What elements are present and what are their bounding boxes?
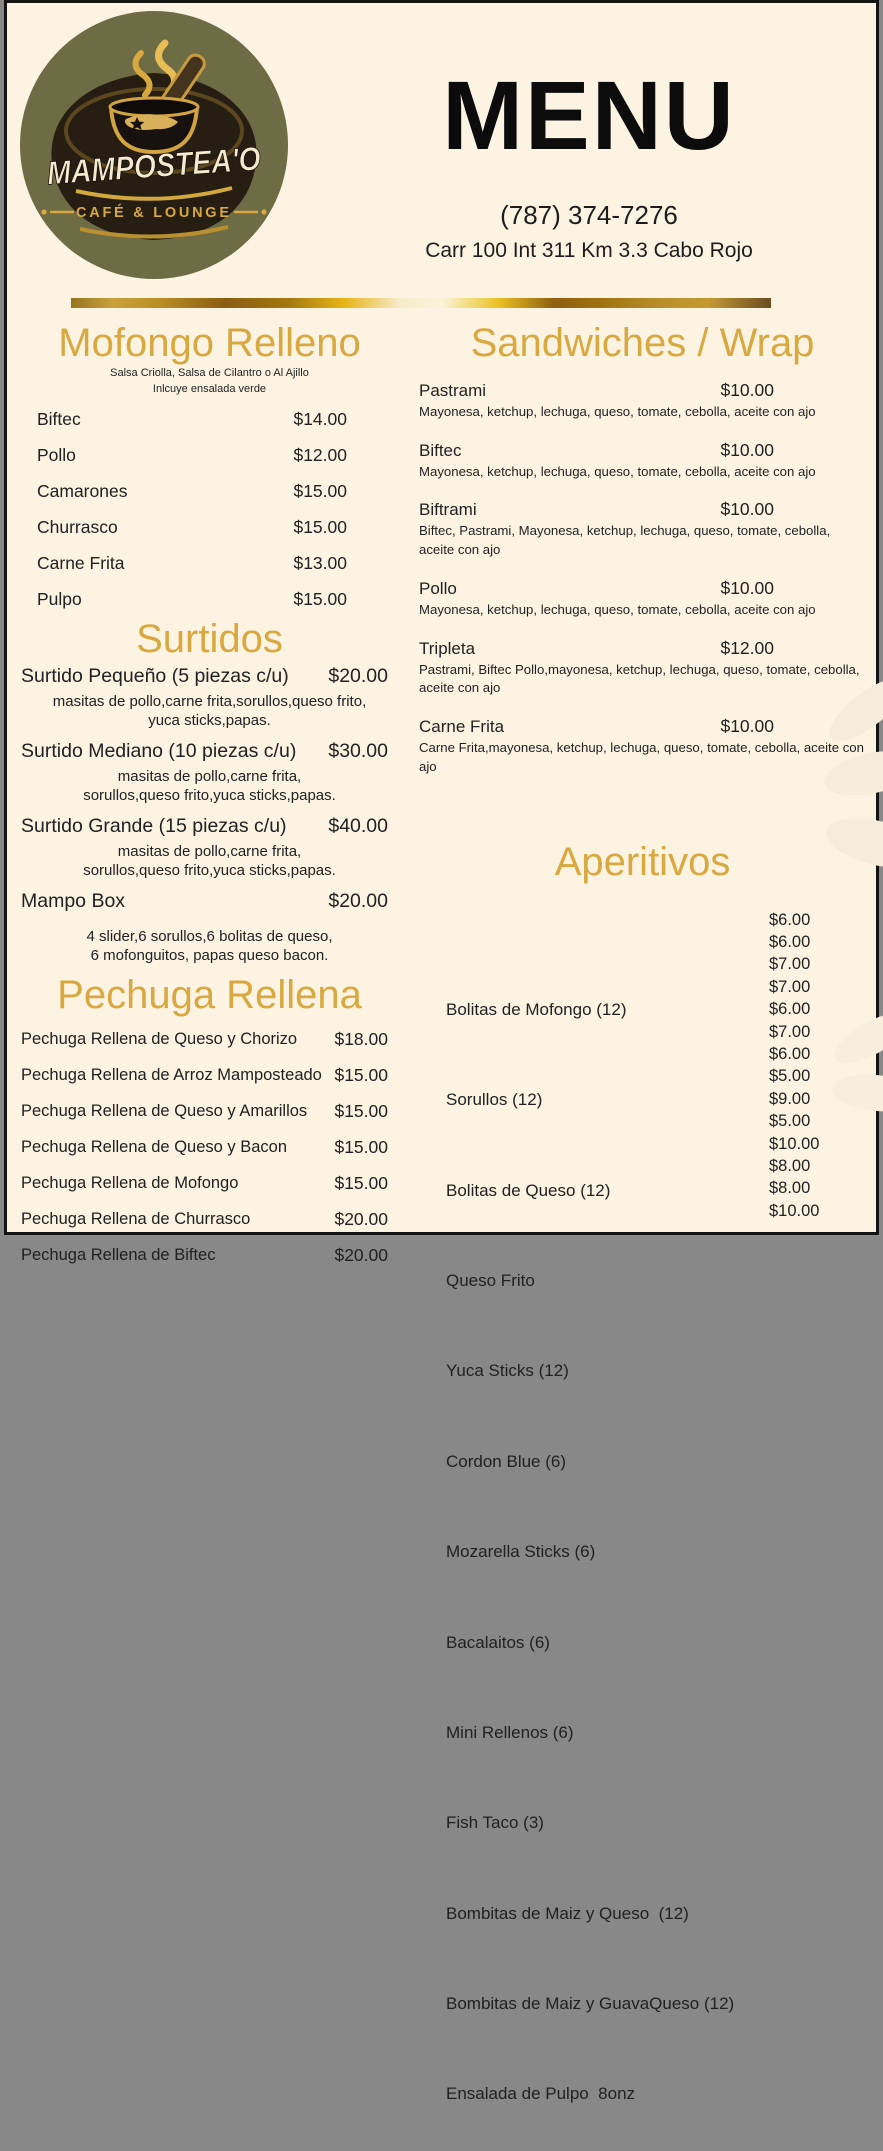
item-price: $9.00	[769, 1089, 811, 1108]
section-title: Sandwiches / Wrap	[470, 321, 815, 365]
item-price: $15.00	[334, 1137, 388, 1158]
right-column	[402, 308, 866, 2151]
item-name: Sorullos (12)	[446, 1090, 543, 1110]
description-line: masitas de pollo,carne frita,	[117, 842, 302, 860]
menu-item-row	[17, 1166, 402, 1202]
item-price: $10.00	[769, 1134, 820, 1153]
item-name: Biftec	[419, 440, 462, 460]
item-name: Fish Taco (3)	[446, 1813, 544, 1833]
item-list	[17, 402, 402, 618]
item-price: $8.00	[769, 1157, 811, 1176]
menu-item	[17, 664, 402, 730]
menu-item-row	[419, 499, 866, 520]
item-description: Carne Frita,mayonesa, ketchup, lechuga, queso, tomate, cebolla, aceite con ajo	[419, 740, 864, 774]
menu-item-row	[419, 638, 866, 659]
item-name: Pechuga Rellena de Queso y Chorizo	[21, 1030, 298, 1049]
menu-item-row	[17, 1238, 402, 1274]
item-name: Bombitas de Maiz y GuavaQueso (12)	[446, 1994, 735, 2014]
item-price: $13.00	[293, 553, 347, 574]
menu-item-row	[419, 380, 866, 401]
section-title: Mofongo Relleno	[58, 321, 361, 365]
item-price: $6.00	[769, 1045, 811, 1064]
item-name: Pastrami	[419, 381, 487, 400]
menu-item-row	[17, 510, 402, 546]
item-name: Pollo	[37, 445, 76, 466]
item-description	[17, 692, 402, 730]
description-line: masitas de pollo,carne frita,	[117, 767, 302, 785]
menu-item	[419, 440, 866, 482]
item-price: $10.00	[720, 439, 774, 460]
item-name: Biftec	[37, 409, 81, 430]
description-line: 6 mofonguitos, papas queso bacon.	[90, 946, 329, 964]
item-name: Surtido Grande (15 piezas c/u)	[21, 814, 287, 837]
restaurant-logo	[20, 11, 296, 279]
item-price: $12.00	[293, 445, 347, 466]
gold-divider	[71, 298, 771, 308]
item-price: $15.00	[293, 481, 347, 502]
menu-item-row	[17, 1058, 402, 1094]
menu-item	[419, 380, 866, 422]
section-pechuga-rellena	[17, 974, 402, 1274]
tagline-dot-icon	[261, 209, 266, 214]
item-name: Tripleta	[419, 638, 476, 658]
aperitivos-list	[419, 909, 866, 2151]
item-price: $5.00	[769, 1067, 811, 1086]
item-price: $6.00	[769, 1000, 811, 1019]
item-name: Mini Rellenos (6)	[446, 1722, 574, 1742]
item-price: $7.00	[769, 977, 811, 996]
item-price: $5.00	[769, 1112, 811, 1131]
item-name: Pulpo	[37, 589, 82, 610]
menu-item-row	[17, 438, 402, 474]
menu-item-row	[17, 814, 402, 839]
mortar-rim-icon	[110, 98, 198, 116]
menu-item	[419, 638, 866, 698]
item-price: $15.00	[293, 589, 347, 610]
item-name-column	[419, 909, 769, 2151]
menu-item	[419, 578, 866, 620]
item-name: Cordon Blue (6)	[446, 1451, 567, 1471]
subtitle-line: Salsa Criolla, Salsa de Cilantro o Al Ajillo	[110, 367, 309, 379]
item-price: $10.00	[769, 1201, 820, 1220]
item-price: $12.00	[720, 637, 774, 658]
item-price: $6.00	[769, 933, 811, 952]
item-name: Pechuga Rellena de Mofongo	[21, 1174, 239, 1193]
item-name: Surtido Mediano (10 piezas c/u)	[21, 739, 297, 762]
page-title: MENU	[442, 61, 736, 170]
description-line: sorullos,queso frito,yuca sticks,papas.	[83, 786, 336, 804]
item-name: Pechuga Rellena de Queso y Amarillos	[21, 1102, 308, 1121]
item-name: Queso Frito	[446, 1271, 535, 1291]
item-name: Pechuga Rellena de Biftec	[21, 1246, 216, 1265]
item-description: Mayonesa, ketchup, lechuga, queso, tomate, cebolla, aceite con ajo	[419, 404, 816, 419]
item-description	[17, 767, 402, 805]
item-price: $6.00	[769, 910, 811, 929]
item-price: $20.00	[334, 1245, 388, 1266]
menu-item-row	[17, 889, 402, 914]
item-price: $15.00	[293, 517, 347, 538]
menu-item	[17, 814, 402, 880]
item-name: Surtido Pequeño (5 piezas c/u)	[21, 664, 289, 687]
item-description: Mayonesa, ketchup, lechuga, queso, tomate, cebolla, aceite con ajo	[419, 601, 816, 617]
menu-item-row	[17, 582, 402, 618]
section-title: Aperitivos	[554, 839, 731, 884]
section-aperitivos	[419, 841, 866, 2151]
menu-item	[17, 739, 402, 805]
section-mofongo-relleno	[17, 322, 402, 618]
item-price: $14.00	[293, 409, 347, 430]
item-price-column	[769, 909, 866, 2151]
tagline-dot-icon	[41, 209, 46, 214]
item-price: $15.00	[334, 1173, 388, 1194]
item-name: Yuca Sticks (12)	[446, 1361, 569, 1381]
item-price: $10.00	[720, 499, 774, 520]
item-price: $7.00	[769, 955, 811, 974]
menu-page	[4, 0, 879, 2104]
section-subtitle	[17, 366, 402, 398]
menu-item-row	[17, 1022, 402, 1058]
menu-item-row	[419, 578, 866, 599]
item-price: $15.00	[334, 1065, 388, 1086]
menu-item	[419, 716, 866, 776]
menu-item-row	[17, 664, 402, 689]
menu-item-row	[419, 440, 866, 461]
left-column	[17, 308, 402, 2151]
section-surtidos	[17, 618, 402, 965]
item-name: Pechuga Rellena de Arroz Mamposteado	[21, 1066, 322, 1085]
item-name: Pollo	[419, 578, 457, 598]
item-list	[17, 1022, 402, 1274]
item-name: Bolitas de Mofongo (12)	[446, 999, 627, 1019]
menu-item-row	[17, 546, 402, 582]
address: Carr 100 Int 311 Km 3.3 Cabo Rojo	[425, 239, 753, 263]
item-name: Mampo Box	[21, 889, 126, 912]
item-name: Bombitas de Maiz y Queso (12)	[446, 1903, 689, 1923]
menu-item	[419, 499, 866, 559]
item-price: $30.00	[328, 739, 388, 762]
header-right	[302, 3, 876, 263]
description-line: masitas de pollo,carne frita,sorullos,queso frito,	[52, 692, 367, 710]
item-description	[17, 842, 402, 880]
section-title: Pechuga Rellena	[57, 972, 362, 1017]
description-line: sorullos,queso frito,yuca sticks,papas.	[83, 861, 336, 879]
header	[7, 3, 876, 290]
menu-item-row	[17, 1130, 402, 1166]
logo-brand-text: MAMPOSTEA'O	[45, 137, 296, 192]
item-price: $10.00	[720, 380, 774, 400]
menu-item-row	[17, 474, 402, 510]
menu-item-row	[17, 739, 402, 764]
item-name: Bacalaitos (6)	[446, 1632, 550, 1652]
item-price: $40.00	[328, 814, 388, 837]
item-price: $20.00	[328, 889, 388, 912]
menu-body	[7, 308, 876, 2151]
item-price: $15.00	[334, 1101, 388, 1122]
item-name: Bolitas de Queso (12)	[446, 1180, 611, 1200]
menu-item-row	[419, 716, 866, 737]
item-price: $8.00	[769, 1179, 811, 1198]
item-name: Carne Frita	[37, 553, 125, 574]
item-name: Biftrami	[419, 500, 477, 520]
item-price: $10.00	[720, 716, 774, 737]
item-name: Ensalada de Pulpo 8onz	[446, 2084, 636, 2104]
menu-item-row	[17, 402, 402, 438]
item-list	[419, 380, 866, 777]
item-name: Camarones	[37, 481, 128, 502]
item-price: $18.00	[334, 1029, 388, 1050]
description-line: yuca sticks,papas.	[148, 711, 271, 729]
description-line: 4 slider,6 sorullos,6 bolitas de queso,	[86, 927, 333, 945]
phone-number: (787) 374-7276	[500, 200, 678, 231]
item-description: Biftec, Pastrami, Mayonesa, ketchup, lechuga, queso, tomate, cebolla, aceite con ajo	[419, 523, 831, 558]
section-title: Surtidos	[136, 616, 283, 661]
logo-tagline-text: CAFÉ & LOUNGE	[76, 205, 232, 221]
section-sandwiches-wrap	[419, 322, 866, 777]
item-list	[17, 664, 402, 965]
item-name: Pechuga Rellena de Queso y Bacon	[21, 1138, 288, 1157]
menu-item-row	[17, 1202, 402, 1238]
item-name: Pechuga Rellena de Churrasco	[21, 1210, 251, 1229]
item-price: $20.00	[334, 1209, 388, 1230]
item-name: Mozarella Sticks (6)	[446, 1542, 596, 1562]
item-description	[17, 927, 402, 965]
item-price: $7.00	[769, 1022, 811, 1041]
item-price: $20.00	[328, 664, 388, 687]
item-price: $10.00	[720, 577, 774, 598]
item-name: Churrasco	[37, 517, 118, 538]
menu-item-row	[17, 1094, 402, 1130]
item-name: Carne Frita	[419, 717, 505, 737]
item-description: Pastrami, Biftec Pollo,mayonesa, ketchup, lechuga, queso, tomate, cebolla, aceite con ajo	[419, 661, 860, 696]
item-description: Mayonesa, ketchup, lechuga, queso, tomate, cebolla, aceite con ajo	[419, 463, 816, 479]
menu-item	[17, 889, 402, 965]
subtitle-line: Inlcuye ensalada verde	[152, 382, 267, 395]
